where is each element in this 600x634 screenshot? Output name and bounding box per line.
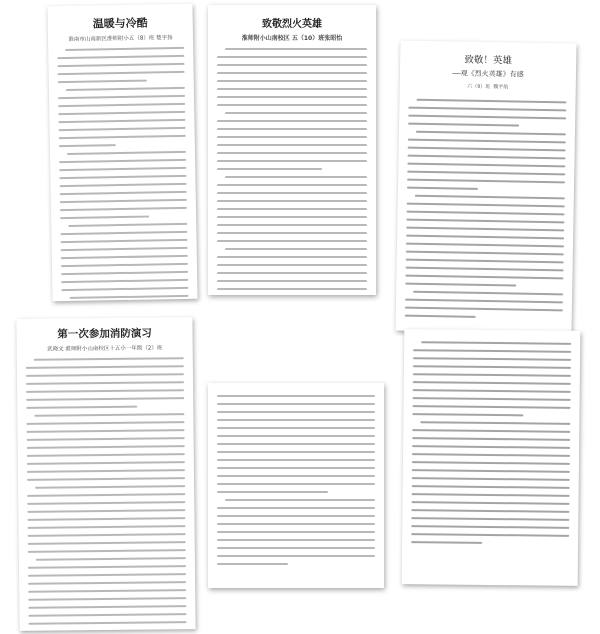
essay-page-fire-drill [16,317,195,631]
essay-title: 致敬！英雄 [464,54,513,67]
essay-body [57,47,189,301]
essay-body [26,357,187,631]
essay-author: 六（9）班 魏宇航 [467,83,509,91]
essay-page-warm-and-cold [47,4,197,301]
essay-body [405,99,567,320]
essay-title: 第一次参加消防演习 [57,327,152,341]
essay-byline: 淮师附小山南校区 五（10）班张昭怡 [241,35,343,42]
essay-byline: 淮南市山南新区淮师附小五（8）班 楚宇扬 [68,35,173,43]
essay-body [217,48,367,295]
essay-title: 致敬烈火英雄 [262,19,322,30]
essay-page-hero-salute [208,5,376,295]
essay-body [411,341,571,545]
essay-byline: 武晓文 淮师附小山南校区十五小一年级（2）班 [47,345,163,353]
essay-body [217,395,375,565]
essay-page-hero-review [395,40,576,333]
essay-title: 温暖与冷酷 [92,16,148,31]
essay-page-continuation-right [402,329,581,586]
essay-page-continuation-middle [208,383,384,588]
essay-subtitle: ——观《烈火英雄》有感 [452,69,524,79]
